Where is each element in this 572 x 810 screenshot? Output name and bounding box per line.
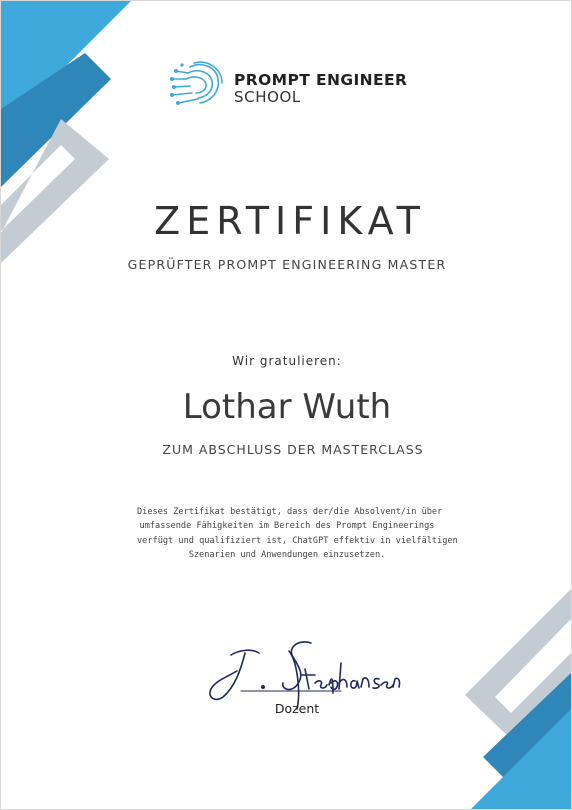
description-line: Dieses Zertifikat bestätigt, dass der/die Absolvent/in über [137,507,443,517]
description-line: verfügt und qualifiziert ist, ChatGPT effektiv in vielfältigen [137,535,458,546]
description-line: umfassende Fähigkeiten im Bereich des Prompt Engineerings [139,521,435,532]
congratulations-label: Wir gratulieren: [232,354,342,368]
certificate-description [137,505,458,563]
description-line: Szenarien und Anwendungen einzusetzen. [188,550,386,561]
recipient-name: Lothar Wuth [182,387,392,427]
logo-title: PROMPT ENGINEER [234,71,408,89]
brain-circuit-icon [168,59,224,111]
certificate-title: ZERTIFIKAT [154,199,426,243]
certificate-subtitle: GEPRÜFTER PROMPT ENGINEERING MASTER [127,257,447,272]
decorative-corner-bottom-right [431,589,571,809]
signer-role: Dozent [274,701,320,716]
completion-label: ZUM ABSCHLUSS DER MASTERCLASS [162,442,424,457]
handwritten-signature [201,631,401,711]
logo-subtitle: SCHOOL [234,88,301,106]
school-logo [168,59,428,111]
